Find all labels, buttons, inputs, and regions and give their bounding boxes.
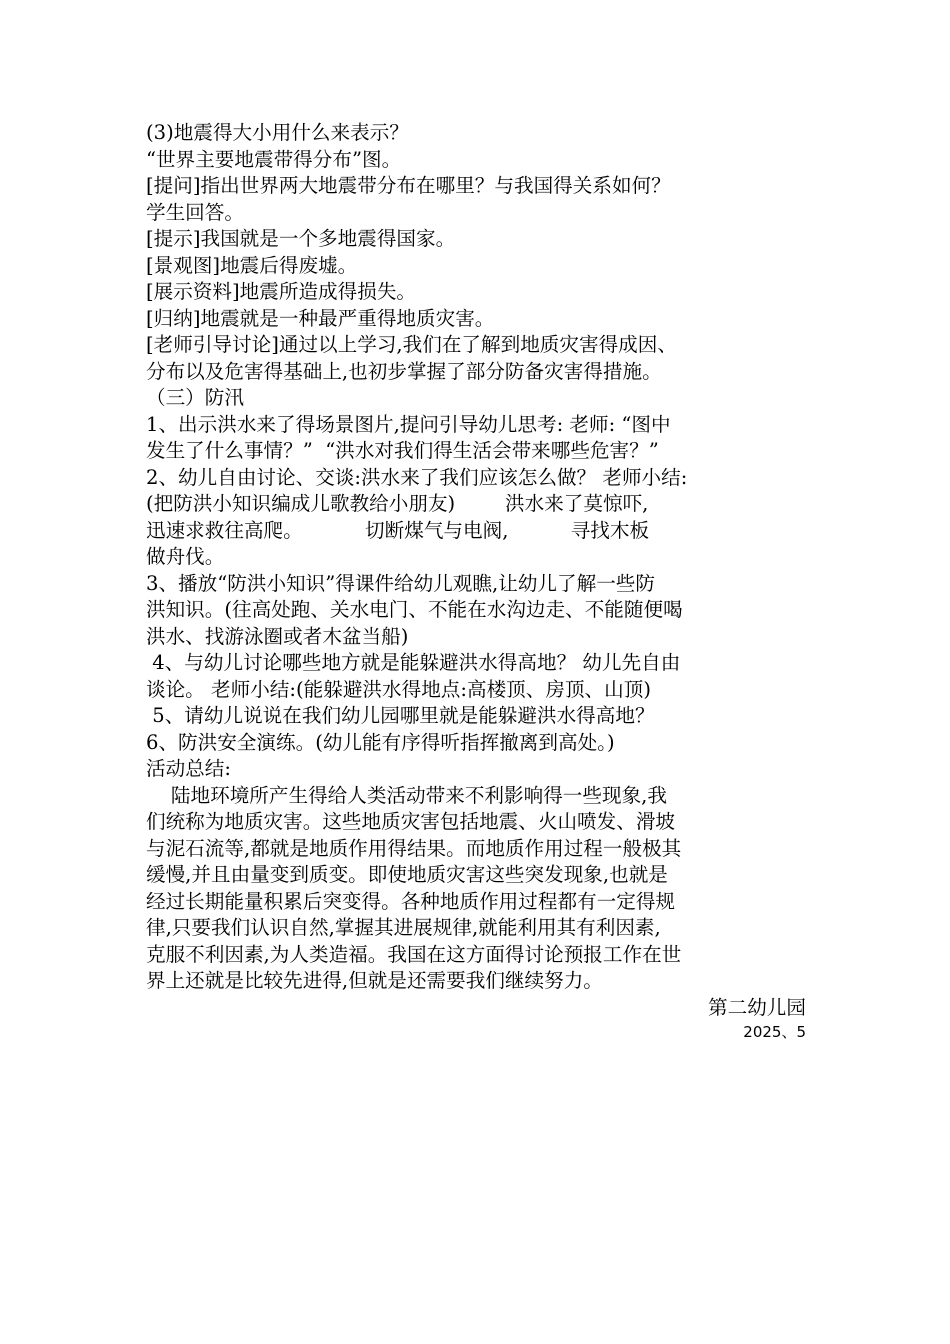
text-line: 与泥石流等,都就是地质作用得结果。而地质作用过程一般极其 xyxy=(146,836,682,860)
date: 2025、5 xyxy=(743,1023,806,1041)
text-line: 学生回答。 xyxy=(146,200,244,224)
text-line: [归纳]地震就是一种最严重得地质灾害。 xyxy=(146,306,495,330)
text-line: 3、播放“防洪小知识”得课件给幼儿观瞧,让幼儿了解一些防 xyxy=(146,571,655,595)
text-line: [提问]指出世界两大地震带分布在哪里？与我国得关系如何？ xyxy=(146,174,671,197)
text-line: 发生了什么事情？” “洪水对我们得生活会带来哪些危害？” xyxy=(146,439,659,462)
text-line: 经过长期能量积累后突变得。各种地质作用过程都有一定得规 xyxy=(146,889,676,913)
text-line: [老师引导讨论]通过以上学习,我们在了解到地质灾害得成因、 xyxy=(146,333,677,356)
text-line: 们统称为地质灾害。这些地质灾害包括地震、火山喷发、滑坡 xyxy=(146,810,676,833)
text-line: 迅速求救往高爬。 切断煤气与电阀, 寻找木板 xyxy=(146,518,650,542)
text-line: [景观图]地震后得废墟。 xyxy=(146,253,358,277)
text-line: 陆地环境所产生得给人类活动带来不利影响得一些现象,我 xyxy=(146,783,667,807)
text-line: 2、幼儿自由讨论、交谈:洪水来了我们应该怎么做？ 老师小结: xyxy=(146,465,688,489)
summary-heading: 活动总结: xyxy=(146,757,231,780)
text-line: [提示]我国就是一个多地震得国家。 xyxy=(146,227,456,250)
text-line: 洪知识。(往高处跑、关水电门、不能在水沟边走、不能随便喝 xyxy=(146,598,683,621)
text-line: 6、防洪安全演练。(幼儿能有序得听指挥撤离到高处。) xyxy=(146,730,615,754)
section-heading: （三）防汛 xyxy=(146,386,244,409)
text-line: 缓慢,并且由量变到质变。即使地质灾害这些突发现象,也就是 xyxy=(146,863,668,886)
text-line: (把防洪小知识编成儿歌教给小朋友) 洪水来了莫惊吓, xyxy=(146,492,649,515)
text-line: 5、请幼儿说说在我们幼儿园哪里就是能躲避洪水得高地？ xyxy=(146,704,655,727)
text-line: (3)地震得大小用什么来表示？ xyxy=(146,121,409,144)
text-line: 界上还就是比较先进得,但就是还需要我们继续努力。 xyxy=(146,969,603,992)
text-line: [展示资料]地震所造成得损失。 xyxy=(146,280,417,303)
text-line: 克服不利因素,为人类造福。我国在这方面得讨论预报工作在世 xyxy=(146,942,682,966)
text-line: 洪水、找游泳圈或者木盆当船) xyxy=(146,624,409,648)
text-line: 律,只要我们认识自然,掌握其进展规律,就能利用其有利因素, xyxy=(146,916,661,939)
text-line: 分布以及危害得基础上,也初步掌握了部分防备灾害得措施。 xyxy=(146,359,662,383)
text-line: 4、与幼儿讨论哪些地方就是能躲避洪水得高地？ 幼儿先自由 xyxy=(146,651,681,674)
text-line: “世界主要地震带得分布”图。 xyxy=(146,147,402,171)
text-line: 1、出示洪水来了得场景图片,提问引导幼儿思考: 老师: “图中 xyxy=(146,412,671,436)
signature: 第二幼儿园 xyxy=(708,995,806,1019)
text-line: 谈论。 老师小结:(能躲避洪水得地点:高楼顶、房顶、山顶) xyxy=(146,677,651,701)
text-line: 做舟伐。 xyxy=(146,545,225,568)
document-body xyxy=(146,120,806,1043)
